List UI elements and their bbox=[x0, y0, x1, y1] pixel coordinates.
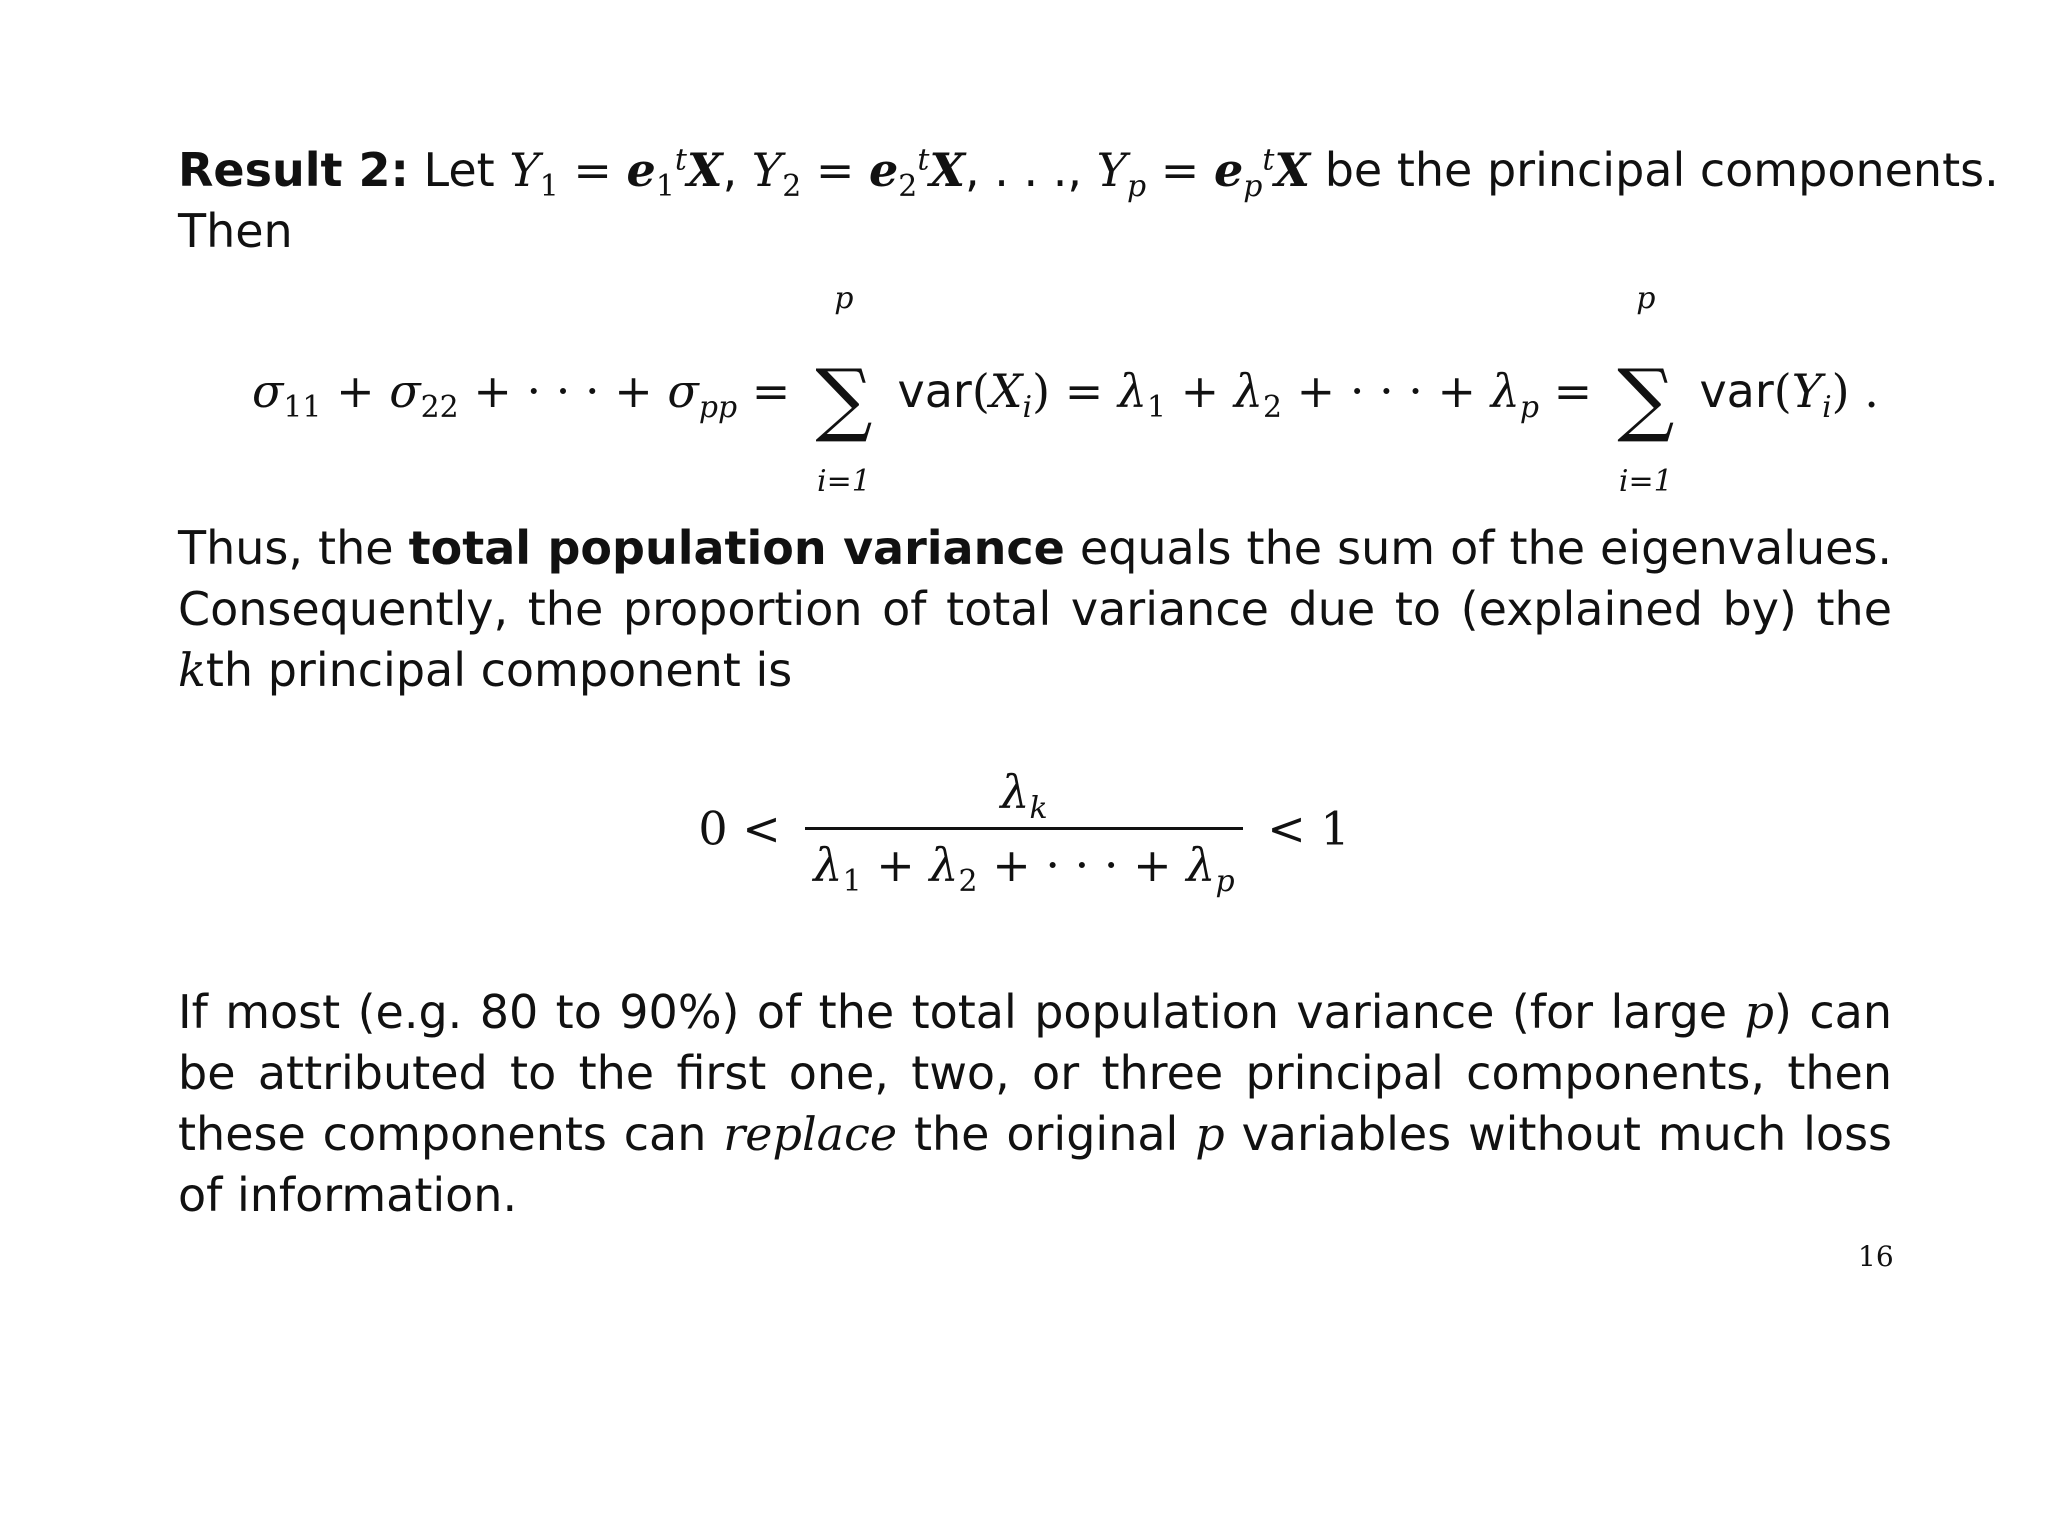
kth-suffix: th bbox=[205, 643, 254, 697]
p-symbol-1: p bbox=[1744, 985, 1774, 1039]
sum-lower-1: i=1 bbox=[816, 464, 871, 499]
let-word: Let bbox=[423, 143, 495, 197]
page-number: 16 bbox=[1858, 1240, 1894, 1273]
var-y: var bbox=[1699, 364, 1774, 418]
summation-1: p ∑ i=1 bbox=[805, 355, 883, 435]
summation-2: p ∑ i=1 bbox=[1607, 355, 1685, 435]
eq2-right: < 1 bbox=[1267, 801, 1350, 856]
var-x: var bbox=[897, 364, 972, 418]
para3-part4: variables without much loss of information. bbox=[178, 1107, 1892, 1222]
then-word: Then bbox=[178, 204, 293, 258]
eq2-left: 0 < bbox=[698, 801, 781, 856]
para3-part1: If most (e.g. 80 to 90%) of the total population variance (for large bbox=[178, 985, 1728, 1039]
para3-part3: the original bbox=[913, 1107, 1179, 1161]
fraction-denominator: $\lambda_1 + \lambda_2$ + · · · + $\lambda_p$ bbox=[813, 838, 1235, 900]
result-line bbox=[178, 140, 1999, 205]
trace-equation-body: $\sigma_{11} + \sigma_{22}$ + · · · + $\sigma_{pp}$ = p ∑ i=1 $var(X_i) = \lambda_1 + \lambda_2$ + · · · + $\lambda_p$ = p ∑ i=1 $var(Y_i)$ . bbox=[252, 281, 1879, 499]
replace-word: replace bbox=[723, 1107, 898, 1161]
lambda-sum: $\lambda_1 + \lambda_2$ + · · · + $\lambda_p$ bbox=[1117, 364, 1540, 426]
para2-after: equals the sum of the eigenvalues. Consequently, the proportion of total variance due to (explained by) the bbox=[178, 521, 1893, 636]
fraction-numerator: $\lambda_k$ bbox=[805, 765, 1242, 830]
result-label: Result 2: bbox=[178, 143, 409, 197]
k-symbol: k bbox=[178, 643, 206, 697]
sum-lower-2: i=1 bbox=[1618, 464, 1673, 499]
conclusion-paragraph bbox=[178, 982, 1892, 1226]
para2-before: Thus, the bbox=[178, 521, 394, 575]
sigma-sum: $\sigma_{11} + \sigma_{22}$ + · · · + $\sigma_{pp}$ bbox=[252, 364, 738, 426]
para2-end: principal component is bbox=[267, 643, 793, 697]
para3-part2: ) can be attributed to the first one, two, or three principal components, then these components can bbox=[178, 985, 1893, 1161]
pc-definitions: $Y_1 = e_1^tX$, $Y_2 = e_2^tX$, . . ., $Y_p = e_p^tX$ bbox=[509, 142, 1311, 205]
result-tail: be the principal components. bbox=[1324, 143, 1999, 197]
p-symbol-2: p bbox=[1195, 1107, 1225, 1161]
proportion-fraction bbox=[805, 765, 1242, 900]
total-population-variance: total population variance bbox=[408, 521, 1065, 575]
proportion-equation bbox=[0, 765, 2048, 900]
variance-paragraph bbox=[178, 518, 1892, 701]
sum-upper-1: p bbox=[834, 281, 854, 316]
result-paragraph bbox=[178, 140, 1999, 262]
sum-upper-2: p bbox=[1636, 281, 1656, 316]
